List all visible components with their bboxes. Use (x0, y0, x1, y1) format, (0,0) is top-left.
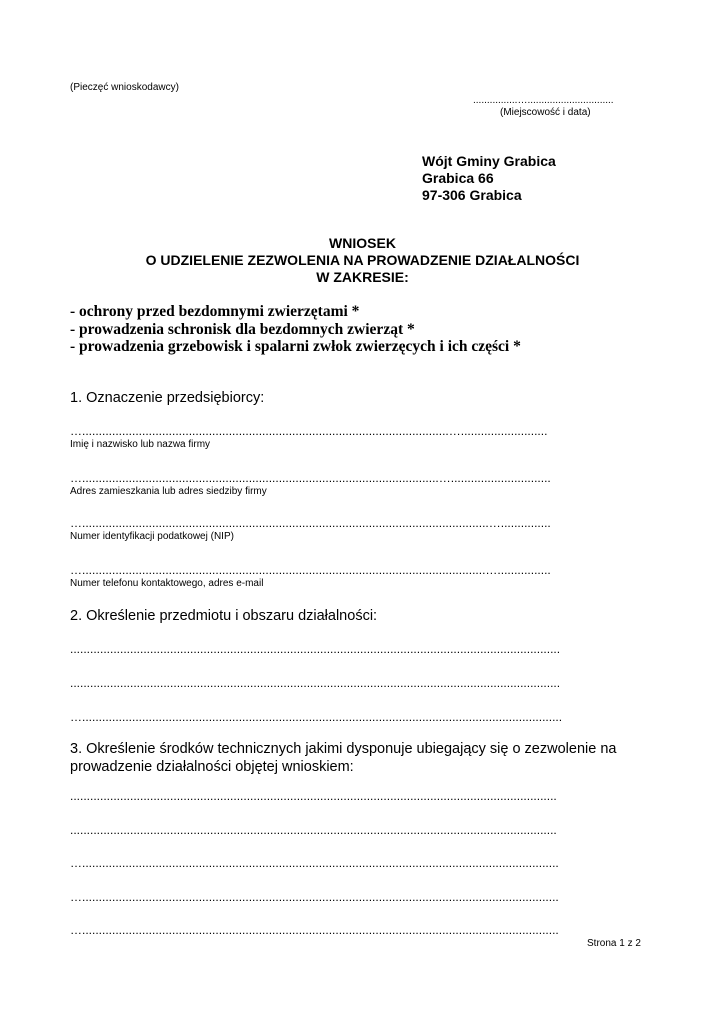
activity-line[interactable]: ................................................................................................................................................... (70, 642, 561, 656)
contact-field[interactable]: ….........................................................................................................................…................ (70, 563, 551, 577)
technical-means-line[interactable]: .................................................................................................................................................. (70, 789, 557, 803)
technical-means-line[interactable]: .................................................................................................................................................. (70, 823, 557, 837)
place-date-label: (Miejscowość i data) (500, 107, 591, 118)
scope-item: - ochrony przed bezdomnymi zwierzętami * (70, 303, 360, 320)
address-field[interactable]: …...........................................................................................................….............................. (70, 471, 551, 485)
scope-item: - prowadzenia schronisk dla bezdomnych zwierząt * (70, 320, 415, 338)
place-date-dots: ................…............................... (473, 95, 614, 106)
recipient-address (422, 153, 556, 204)
nip-field[interactable]: …..........................................................................................................................…............... (70, 516, 551, 530)
recipient-line-3: 97-306 Grabica (422, 187, 522, 203)
activity-line[interactable]: ................................................................................................................................................... (70, 676, 561, 690)
technical-means-line[interactable]: …............................................................................................................................................... (70, 890, 559, 904)
name-field[interactable]: …..............................................................................................................….......................... (70, 424, 548, 438)
contact-field-caption: Numer telefonu kontaktowego, adres e-mail (70, 578, 264, 589)
recipient-line-2: Grabica 66 (422, 170, 494, 186)
technical-means-line[interactable]: …............................................................................................................................................... (70, 923, 559, 937)
address-field-caption: Adres zamieszkania lub adres siedziby firmy (70, 486, 267, 497)
recipient-line-1: Wójt Gminy Grabica (422, 153, 556, 169)
activity-line[interactable]: …................................................................................................................................................ (70, 710, 563, 724)
document-title (0, 235, 725, 286)
title-line-1: WNIOSEK (329, 235, 396, 251)
nip-field-caption: Numer identyfikacji podatkowej (NIP) (70, 531, 234, 542)
technical-means-line[interactable]: …............................................................................................................................................... (70, 856, 559, 870)
title-line-2: O UDZIELENIE ZEZWOLENIA NA PROWADZENIE DZIAŁALNOŚCI (145, 252, 580, 268)
section-3-heading-line-1: 3. Określenie środków technicznych jakimi dysponuje ubiegający się o zezwolenie na (70, 741, 617, 757)
name-field-caption: Imię i nazwisko lub nazwa firmy (70, 439, 211, 450)
scope-item: - prowadzenia grzebowisk i spalarni zwłok zwierzęcych i ich części * (70, 338, 521, 355)
section-3-heading-line-2: prowadzenie działalności objętej wnioskiem: (70, 759, 354, 775)
section-2-heading: 2. Określenie przedmiotu i obszaru działalności: (70, 608, 378, 624)
applicant-stamp-label: (Pieczęć wnioskodawcy) (70, 82, 179, 93)
page-number: Strona 1 z 2 (587, 938, 641, 949)
section-1-heading: 1. Oznaczenie przedsiębiorcy: (70, 390, 265, 406)
title-line-3: W ZAKRESIE: (316, 269, 409, 285)
scope-list (70, 303, 521, 356)
